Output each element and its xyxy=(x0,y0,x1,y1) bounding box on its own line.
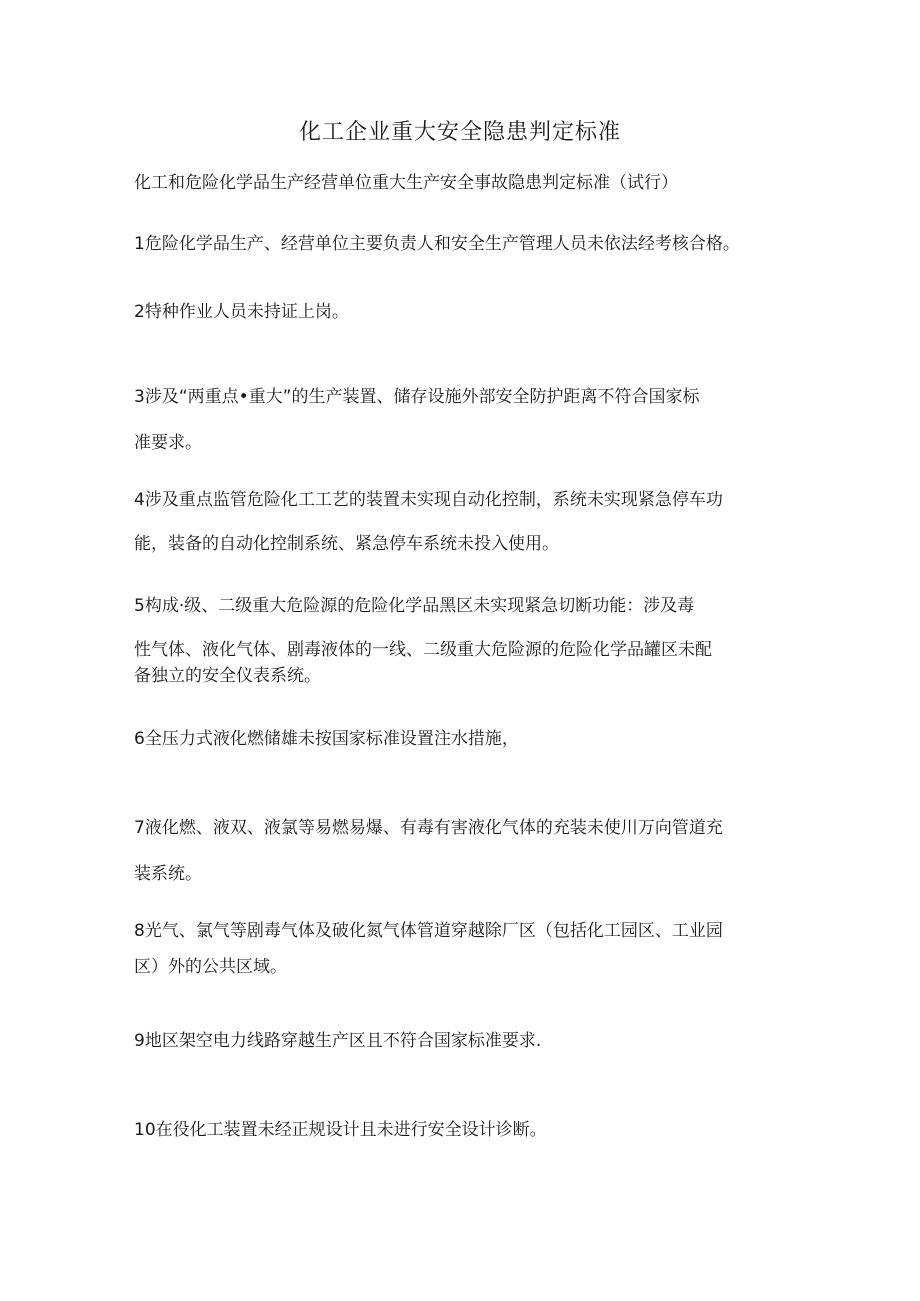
list-item xyxy=(134,1027,794,1055)
item-line: 2特种作业人员未持证上岗。 xyxy=(134,302,349,322)
item-line: 5构成·级、二级重大危险源的危险化学品黑区未实现紧急切断功能：涉及毒 xyxy=(134,596,695,616)
item-line: 10在役化工装置未经正规设计且未进行安全设计诊断。 xyxy=(134,1120,547,1140)
item-line: 能，装备的自动化控制系统、紧急停车系统未投入使用。 xyxy=(134,534,559,554)
list-item xyxy=(134,383,794,457)
list-item xyxy=(134,298,794,326)
item-line: 区）外的公共区域。 xyxy=(134,957,287,977)
item-line: 8光气、氯气等剧毒气体及破化氮气体管道穿越除厂区（包括化工园区、工业园 xyxy=(134,921,723,941)
item-line: 6全压力式液化燃储雄未按国家标准设置注水措施， xyxy=(134,729,519,749)
list-item xyxy=(134,230,794,258)
list-item xyxy=(134,486,794,558)
item-line: 3涉及“两重点•重大”的生产装置、储存设施外部安全防护距离不符合国家标 xyxy=(134,387,700,407)
list-item xyxy=(134,917,794,981)
item-line: 1危险化学品生产、经营单位主要负责人和安全生产管理人员未依法经考核合格。 xyxy=(134,234,740,254)
document-subtitle: 化工和危险化学品生产经营单位重大生产安全事故隐患判定标准（试行） xyxy=(134,173,678,193)
item-line: 准要求。 xyxy=(134,433,202,453)
list-item xyxy=(134,592,794,690)
item-line: 9地区架空电力线路穿越生产区且不符合国家标准要求. xyxy=(134,1031,542,1051)
item-line: 4涉及重点监管危险化工工艺的装置未实现自动化控制，系统未实现紧急停车功 xyxy=(134,490,723,510)
document-title: 化工企业重大安全隐患判定标准 xyxy=(298,120,621,145)
list-item xyxy=(134,814,794,888)
item-line: 装系统。 xyxy=(134,864,202,884)
item-line: 7液化燃、液双、液氯等易燃易爆、有毒有害液化气体的充装未使川万向管道充 xyxy=(134,818,723,838)
list-item xyxy=(134,725,794,753)
item-line: 性气体、液化气体、剧毒液体的一线、二级重大危险源的危险化学品罐区未配 xyxy=(134,640,712,660)
item-line: 备独立的安全仪表系统。 xyxy=(134,666,321,686)
list-item xyxy=(134,1116,794,1144)
